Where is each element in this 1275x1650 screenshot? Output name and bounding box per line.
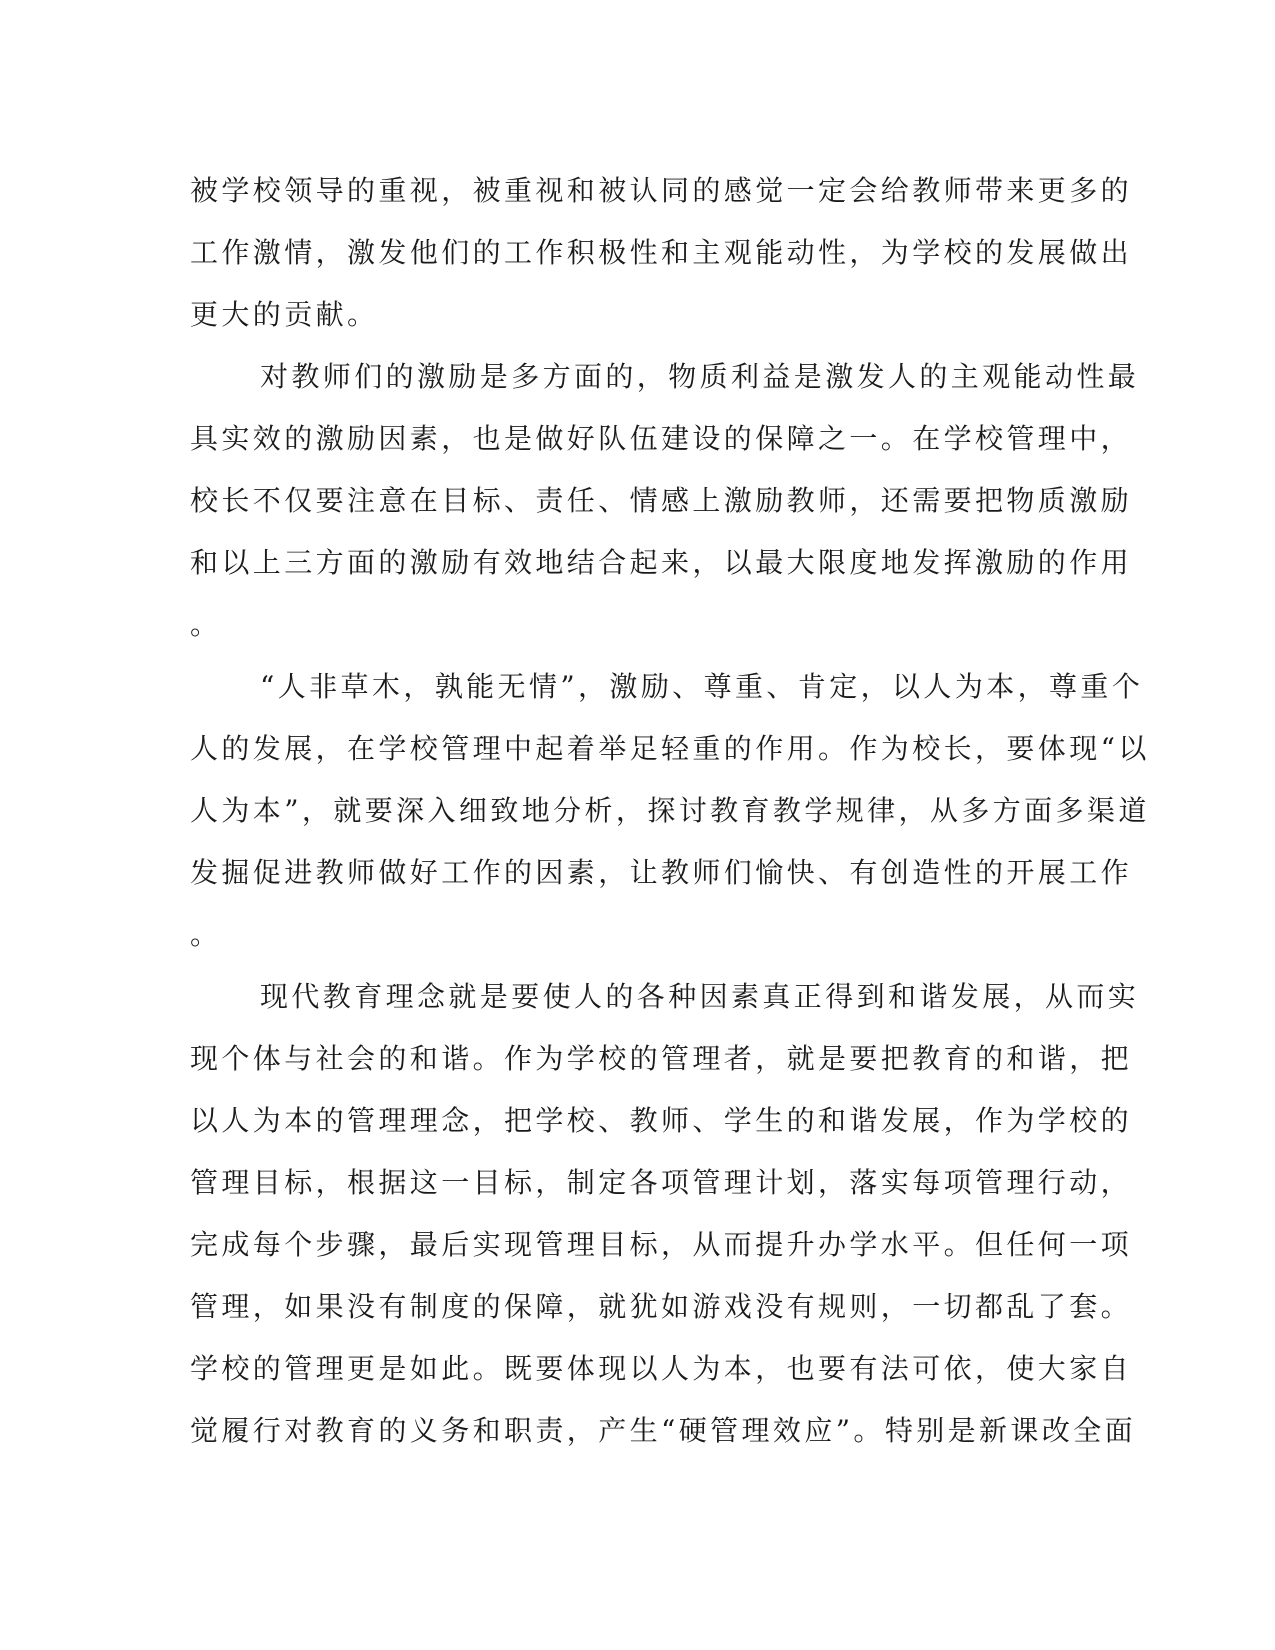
paragraph-first-line: 对教师们的激励是多方面的，物质利益是激发人的主观能动性最 xyxy=(260,360,1140,393)
text-line: 觉履行对教育的义务和职责，产生“硬管理效应”。特别是新课改全面 xyxy=(190,1414,1137,1447)
text-line: 工作激情，激发他们的工作积极性和主观能动性，为学校的发展做出 xyxy=(190,236,1133,269)
text-line: 以人为本的管理理念，把学校、教师、学生的和谐发展，作为学校的 xyxy=(190,1104,1133,1137)
text-line: 现个体与社会的和谐。作为学校的管理者，就是要把教育的和谐，把 xyxy=(190,1042,1133,1075)
text-line: 完成每个步骤，最后实现管理目标，从而提升办学水平。但任何一项 xyxy=(190,1228,1133,1261)
text-line: 发掘促进教师做好工作的因素，让教师们愉快、有创造性的开展工作 xyxy=(190,856,1133,889)
text-line: 。 xyxy=(190,918,222,951)
text-line: 人为本”，就要深入细致地分析，探讨教育教学规律，从多方面多渠道 xyxy=(190,794,1150,827)
text-line: 管理，如果没有制度的保障，就犹如游戏没有规则，一切都乱了套。 xyxy=(190,1290,1133,1323)
text-line: 和以上三方面的激励有效地结合起来，以最大限度地发挥激励的作用 xyxy=(190,546,1133,579)
text-line: 管理目标，根据这一目标，制定各项管理计划，落实每项管理行动， xyxy=(190,1166,1133,1199)
paragraph-first-line: 现代教育理念就是要使人的各种因素真正得到和谐发展，从而实 xyxy=(260,980,1140,1013)
document-body xyxy=(190,160,1150,1462)
text-line: 学校的管理更是如此。既要体现以人为本，也要有法可依，使大家自 xyxy=(190,1352,1133,1385)
text-line: 人的发展，在学校管理中起着举足轻重的作用。作为校长，要体现“以 xyxy=(190,732,1150,765)
text-line: 。 xyxy=(190,608,222,641)
text-line: 具实效的激励因素，也是做好队伍建设的保障之一。在学校管理中， xyxy=(190,422,1133,455)
paragraph-first-line: “人非草木，孰能无情”，激励、尊重、肯定，以人为本，尊重个 xyxy=(260,670,1144,703)
text-line: 被学校领导的重视，被重视和被认同的感觉一定会给教师带来更多的 xyxy=(190,174,1133,207)
text-line: 校长不仅要注意在目标、责任、情感上激励教师，还需要把物质激励 xyxy=(190,484,1133,517)
text-line: 更大的贡献。 xyxy=(190,298,379,331)
